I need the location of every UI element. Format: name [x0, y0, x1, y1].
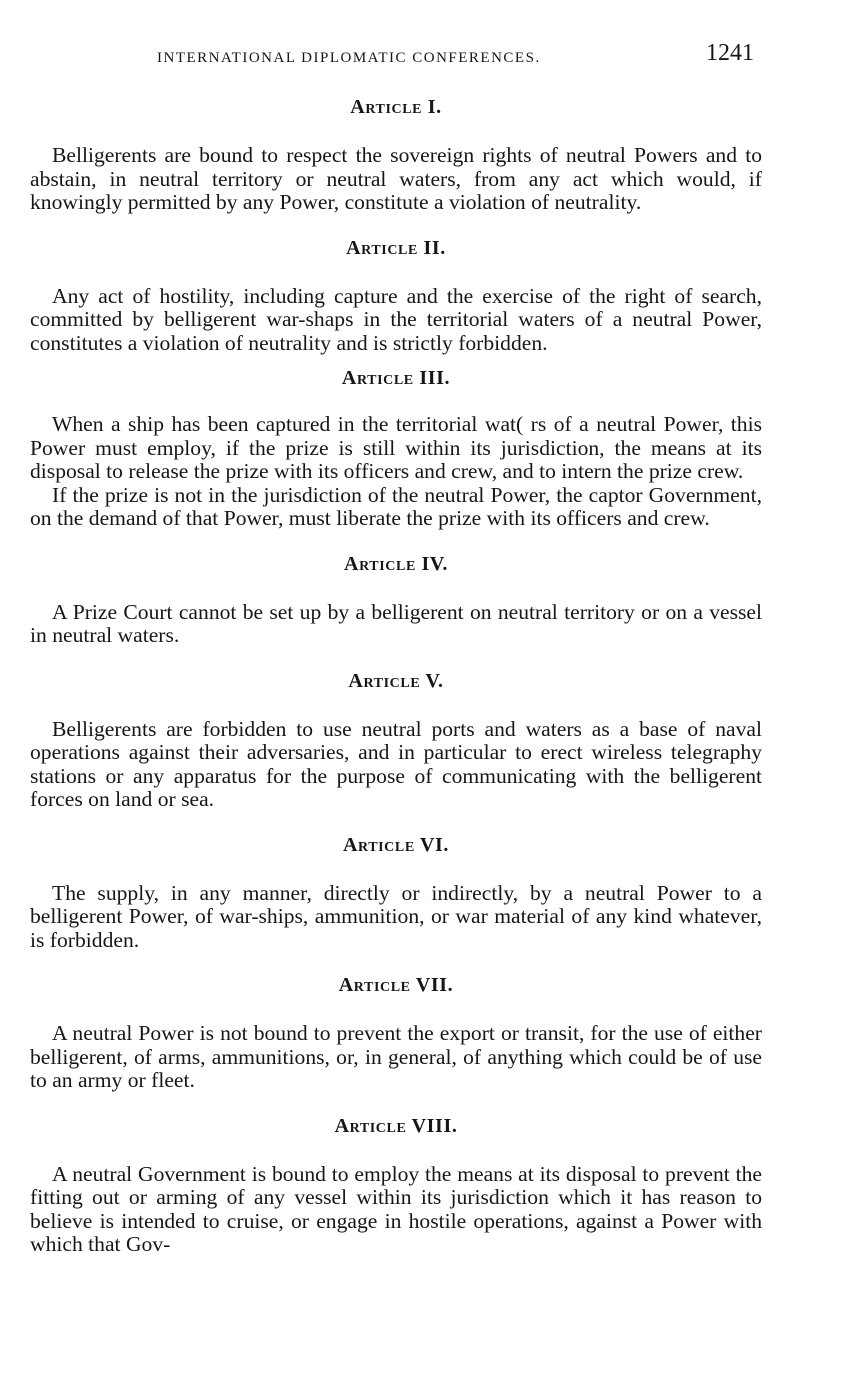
article-paragraph: A neutral Power is not bound to prevent the export or transit, for the use of either belligerent, of arms, ammunitions, or, in general, of anything which could be of use to an army or fleet. — [30, 1021, 762, 1092]
article-paragraph: When a ship has been captured in the territorial wat( rs of a neutral Power, this Power must employ, if the prize is still within its jurisdiction, the means at its disposal to release the prize with its officers and crew, and to intern the prize crew. — [30, 412, 762, 483]
article-paragraph: Any act of hostility, including capture and the exercise of the right of search, committed by belligerent war-shaps in the territorial waters of a neutral Power, constitutes a violation of neutrality and is strictly forbidden. — [30, 283, 762, 355]
article-heading: Article IV. — [344, 552, 448, 575]
page-number: 1241 — [706, 40, 754, 66]
article-heading: Article VII. — [338, 974, 454, 996]
running-title: INTERNATIONAL DIPLOMATIC CONFERENCES. — [157, 50, 541, 66]
article-paragraph: Belligerents are bound to respect the sovereign rights of neutral Powers and to abstain, in neutral territory or neutral waters, from any act which would, if knowingly permitted by any Power, constitute a violation of neutrality. — [30, 143, 762, 214]
document-page — [30, 38, 762, 1257]
article-heading: Article VI. — [342, 833, 450, 856]
article-paragraph: Belligerents are forbidden to use neutral ports and waters as a base of naval operations against their adversaries, and in particular to erect wireless telegraphy stations or any apparatus for the purpose of communicating with the belligerent forces on land or sea. — [30, 716, 762, 811]
article-heading: Article III. — [341, 367, 451, 389]
article-heading: Article II. — [346, 236, 446, 259]
article-heading: Article I. — [350, 96, 442, 118]
article-heading: Article VIII. — [334, 1114, 458, 1137]
article-paragraph: The supply, in any manner, directly or indirectly, by a neutral Power to a belligerent Power, of war-ships, ammunition, or war material of any kind whatever, is forbidden. — [30, 880, 762, 952]
running-header — [30, 38, 762, 74]
article-paragraph: A Prize Court cannot be set up by a belligerent on neutral territory or on a vessel in neutral waters. — [30, 599, 762, 647]
article-heading: Article V. — [348, 669, 444, 692]
article-paragraph: If the prize is not in the jurisdiction of the neutral Power, the captor Government, on the demand of that Power, must liberate the prize with its officers and crew. — [30, 482, 762, 530]
article-paragraph: A neutral Government is bound to employ the means at its disposal to prevent the fitting out or arming of any vessel within its jurisdiction which it has reason to believe is intended to cruise, or engage in hostile operations, against a Power with which that Gov- — [30, 1161, 762, 1256]
